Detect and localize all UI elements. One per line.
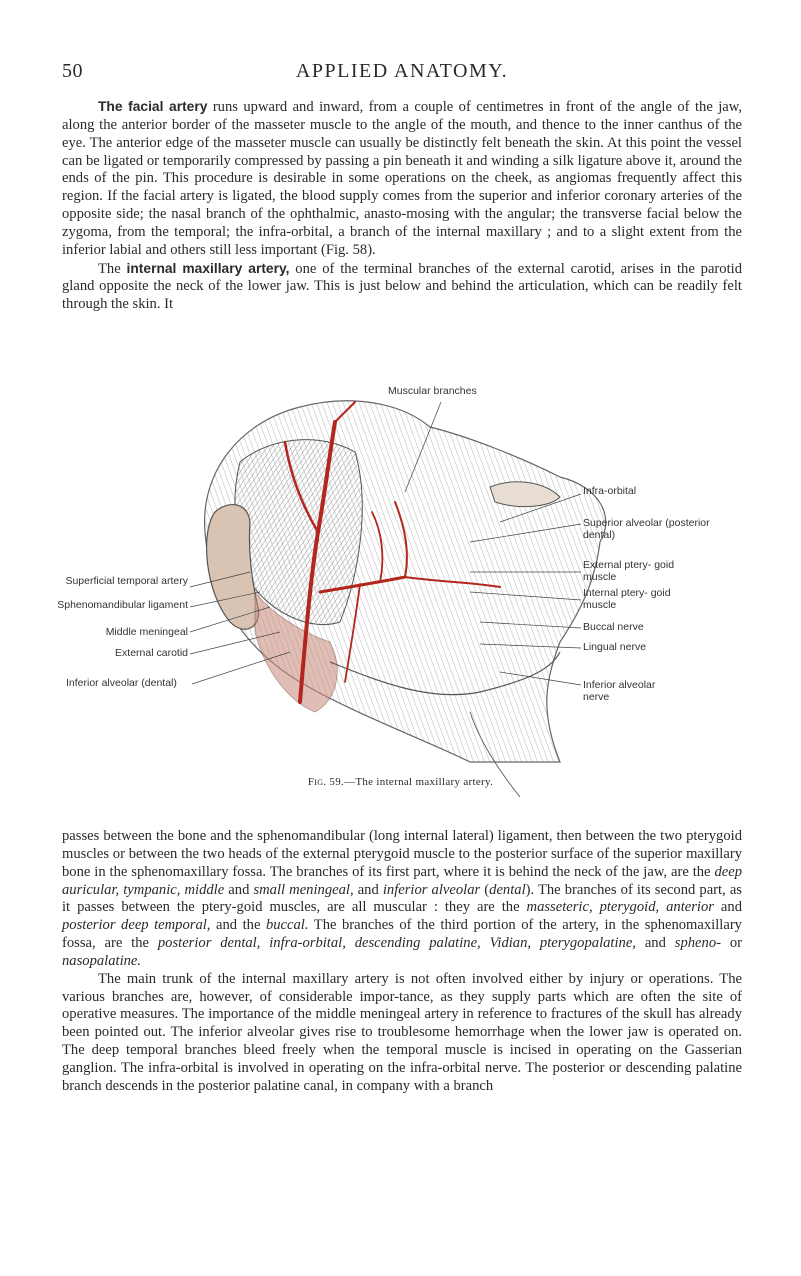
label-superior-alveolar: Superior alveolar (posterior dental) — [583, 517, 710, 541]
italic-run: posterior dental, infra-orbital, descending palatine, Vidian, pterygopalatine, — [157, 935, 636, 952]
paragraph-facial-artery — [62, 98, 742, 260]
page-number: 50 — [62, 60, 83, 82]
label-internal-pterygoid: Internal ptery- goid muscle — [583, 587, 671, 611]
italic-run: dental — [489, 881, 526, 898]
page-header — [62, 60, 742, 84]
paragraph-branches — [62, 828, 742, 971]
caption-text: —The internal maxillary artery. — [344, 776, 494, 788]
italic-run: deep auricular, tympanic, middle — [62, 863, 742, 898]
text-run: and — [353, 881, 383, 898]
italic-run: spheno- — [674, 935, 721, 952]
text-run: The branches of the third portion of the artery, in the sphenomaxillary fossa, are the — [62, 917, 742, 952]
term-internal-maxillary: internal maxillary artery, — [126, 260, 290, 276]
anatomical-figure — [0, 382, 801, 802]
label-inferior-alveolar-dental: Inferior alveolar (dental) — [66, 677, 177, 689]
text-block-top — [62, 98, 742, 314]
label-external-pterygoid: External ptery- goid muscle — [583, 559, 675, 583]
paragraph-text: one of the terminal branches of the external carotid, arises in the parotid gland opposite the neck of the lower jaw. This is just below and behind the articulation, which can be readily felt through the skin. It — [62, 260, 742, 313]
text-run: and — [713, 899, 742, 916]
figure-caption — [0, 776, 801, 788]
text-run: and — [224, 881, 254, 898]
paragraph-main-trunk: The main trunk of the internal maxillary artery is not often involved either by injury or operations. The various branches are, however, of considerable impor-tance, as they supply parts which are often the site of operative measures. The importance of the middle meningeal artery in reference to fractures of the skull has already been pointed out. The inferior alveolar gives rise to troublesome hemorrhage when the lower jaw is operated on. The deep temporal branches bleed freely when the temporal muscle is incised in operating on the Gasserian ganglion. The infra-orbital is involved in operating on the infra-orbital nerve. The posterior or descending palatine branch descends in the posterior palatine canal, in company with a branch — [62, 970, 742, 1094]
label-muscular-branches: Muscular branches — [388, 385, 477, 397]
label-inferior-alveolar-nerve: Inferior alveolar nerve — [583, 679, 656, 703]
label-superficial-temporal: Superficial temporal artery — [65, 575, 188, 587]
label-middle-meningeal: Middle meningeal — [105, 626, 188, 638]
paragraph-internal-maxillary — [62, 260, 742, 315]
text-run: and — [635, 935, 675, 952]
running-head: APPLIED ANATOMY. — [295, 60, 509, 82]
label-lingual-nerve: Lingual nerve — [583, 641, 647, 653]
italic-run: posterior deep temporal, — [62, 917, 211, 934]
label-sphenomandibular: Sphenomandibular ligament — [57, 599, 188, 611]
paragraph-text: runs upward and inward, from a couple of centimetres in front of the angle of the jaw, along the anterior border of the masseter muscle to the angle of the mouth, and thence to the inner canthus of the eye. The anterior edge of the masseter muscle can usually be distinctly felt beneath the skin. At this point the vessel can be ligated or temporarily compressed by passing a pin beneath it and winding a silk ligature above it, around the ends of the pin. This procedure is desirable in some operations on the cheek, as angiomas frequently affect this region. If the facial artery is ligated, the blood supply comes from the superior and inferior coronary arteries of the opposite side; the nasal branch of the ophthalmic, anasto-mosing with the angular; the transverse facial below the zygoma, from the temporal; the infra-orbital, a branch of the internal maxillary ; and to a slight extent from the inferior labial and others still less important (Fig. 58). — [62, 99, 742, 258]
text-run: ). The branches of its second part, as it passes between the ptery-goid muscles, are all muscular : they are the — [62, 881, 742, 916]
label-infra-orbital: Infra-orbital — [583, 485, 637, 497]
paragraph-lead: The — [98, 260, 127, 277]
term-facial-artery: The facial artery — [98, 99, 208, 114]
text-run: passes between the bone and the sphenomandibular (long internal lateral) ligament, then between the two pterygoid muscles or between the two heads of the external pterygoid muscle to the posterior surface of the superior maxillary bone in the sphenomaxillary fossa. The branches of its first part, where it is behind the neck of the jaw, are the — [62, 828, 742, 880]
text-block-bottom — [62, 828, 742, 1096]
italic-run: inferior alveolar — [382, 881, 481, 898]
italic-run: buccal. — [265, 917, 309, 934]
italic-run: small meningeal, — [253, 881, 354, 898]
text-run: ( — [480, 881, 490, 898]
label-buccal-nerve: Buccal nerve — [583, 621, 644, 633]
text-run: or — [720, 935, 743, 952]
text-run: and the — [210, 917, 266, 934]
italic-run: nasopalatine. — [62, 952, 142, 969]
italic-run: masseteric, pterygoid, anterior — [526, 899, 714, 916]
label-external-carotid: External carotid — [115, 647, 188, 659]
caption-figure-number: Fig. 59. — [307, 776, 345, 788]
